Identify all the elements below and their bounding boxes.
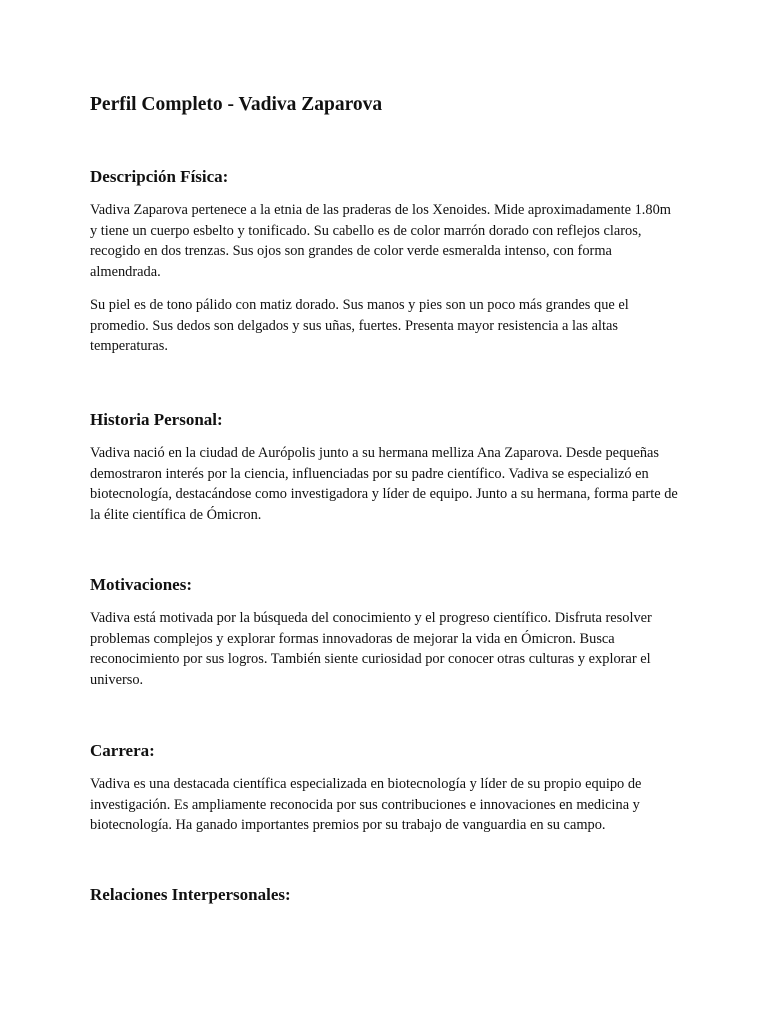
section-heading: Relaciones Interpersonales:	[90, 885, 291, 904]
section-heading: Descripción Física:	[90, 167, 229, 186]
section-motivaciones	[90, 574, 680, 691]
section-carrera	[90, 740, 680, 836]
section-paragraph: Vadiva está motivada por la búsqueda del conocimiento y el progreso científico. Disfruta resolver problemas complejos y explorar formas innovadoras de mejorar la vida en Ómicron. Busca reconocimiento por sus logros. También siente curiosidad por conocer otras culturas y explorar el universo.	[90, 610, 652, 689]
section-paragraph: Su piel es de tono pálido con matiz dorado. Sus manos y pies son un poco más grandes que el promedio. Sus dedos son delgados y sus uñas, fuertes. Presenta mayor resistencia a las altas temperaturas.	[90, 296, 629, 355]
section-paragraph: Vadiva Zaparova pertenece a la etnia de las praderas de los Xenoides. Mide aproximadamente 1.80m y tiene un cuerpo esbelto y tonificado. Su cabello es de color marrón dorado con reflejos claros, recogido en dos trenzas. Sus ojos son grandes de color verde esmeralda intenso, con forma almendrada.	[90, 202, 671, 281]
document-title: Perfil Completo - Vadiva Zaparova	[90, 94, 383, 115]
section-descripcion-fisica	[90, 166, 680, 357]
section-paragraph: Vadiva es una destacada científica especializada en biotecnología y líder de su propio equipo de investigación. Es ampliamente reconocida por sus contribuciones e innovaciones en medicina y biotecnología. Ha ganado importantes premios por su trabajo de vanguardia en su campo.	[90, 776, 642, 834]
section-heading: Motivaciones:	[90, 575, 192, 594]
section-paragraph: Vadiva nació en la ciudad de Aurópolis junto a su hermana melliza Ana Zaparova. Desde pequeñas demostraron interés por la ciencia, influenciadas por su padre científico. Vadiva se especializó en biotecnología, destacándose como investigadora y líder de equipo. Junto a su hermana, forma parte de la élite científica de Ómicron.	[90, 445, 678, 524]
section-historia-personal	[90, 409, 680, 526]
section-heading: Historia Personal:	[90, 410, 223, 429]
section-relaciones-interpersonales	[90, 884, 680, 906]
section-heading: Carrera:	[90, 741, 155, 760]
